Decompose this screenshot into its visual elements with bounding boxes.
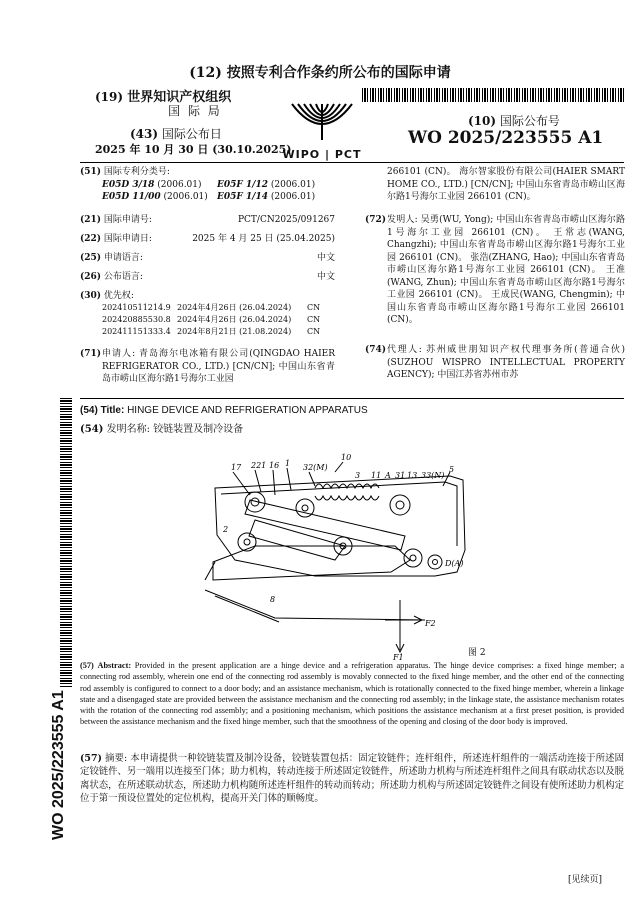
priority-row: 202410511214.9 2024年4月26日 (26.04.2024) CN <box>102 303 321 312</box>
fig-label: D(A) <box>445 559 464 568</box>
pub-no-code: (10) <box>468 114 497 128</box>
pivot-2 <box>296 499 314 517</box>
fig-label: 8 <box>270 595 276 604</box>
top-barcode <box>362 88 624 102</box>
filing-language: (25) 申请语言: 中文 <box>80 253 335 263</box>
side-pub-number: WO 2025/223555 A1 <box>50 690 67 840</box>
abstract-chinese: (57) 摘要: 本申请提供一种铰链装置及制冷设备，铰链装置包括：固定铰链件；连杆组件，所述连杆组件的一端活动连接于所述固定铰链件、另一端用以连接至门体；助力机构，转动连接于所述固定铰链件，所述助力机构与所述连杆组件之间具有联动状态以及脱离状态，在所述联动状态，所述助力机构随所述连杆组件的转动而转动；所述助力机构与所述固定铰链件之间设有使所述助力机构定位于第一预设位置处的定位机构，提高开关门体的顺畅度。 <box>80 753 624 805</box>
applicant-continued: 266101 (CN)。 海尔智家股份有限公司(HAIER SMART HOME CO., LTD.) [CN/CN]; 中国山东省青岛市崂山区海尔路1号海尔工业园 266101 (CN)。 <box>387 167 625 202</box>
pub-date: 2025 年 10 月 30 日 (30.10.2025) <box>95 143 292 156</box>
pub-number: WO 2025/223555 A1 <box>408 128 604 148</box>
fig-label: 11 <box>371 471 382 480</box>
agent-section: (74) 代理人: 苏州威世朋知识产权代理事务所(普通合伙) (SUZHOU WISPRO INTELLECTUAL PROPERTY AGENCY); 中国江苏省苏州市苏 <box>365 345 625 380</box>
fig-label: A <box>385 471 391 480</box>
publication-language: (26) 公布语言: 中文 <box>80 272 335 282</box>
fig-label: F1 <box>393 653 404 660</box>
fig-label: 2 <box>223 525 229 534</box>
wipo-emblem-icon <box>278 100 366 144</box>
fig-label: 32(M) <box>303 463 328 472</box>
figure-caption: 图 2 <box>468 648 486 658</box>
fig-label: 13 <box>407 471 418 480</box>
fig-label: F2 <box>425 619 436 628</box>
document-title: (12) 按照专利合作条约所公布的国际申请 <box>189 65 451 81</box>
fig-label: 16 <box>269 461 280 470</box>
wipo-logo-text: WIPO | PCT <box>282 148 362 161</box>
pivot-1 <box>245 492 265 512</box>
filing-date: (22) 国际申请日: 2025 年 4 月 25 日 (25.04.2025) <box>80 234 335 244</box>
priority-row: 202411151333.4 2024年8月21日 (21.08.2024) CN <box>102 327 321 336</box>
title-english: (54) Title: HINGE DEVICE AND REFRIGERATION APPARATUS <box>80 405 368 416</box>
fig-label: 31 <box>395 471 406 480</box>
wipo-logo <box>278 100 366 160</box>
fig-label: 1 <box>285 459 291 468</box>
pub-date-code: (43) <box>130 127 159 141</box>
fig-label: 10 <box>341 453 352 462</box>
abstract-english: (57) Abstract: Provided in the present application are a hinge device and a refrigeration apparatus. The hinge device comprises: a fixed hinge member; a connecting rod assembly, wherein one end of the connecting rod assembly is movably connected to the fixed hinge member, and the other end of the connecting rod assembly is configured to connect to a door body; and an assistance mechanism, which is rotationally connected to the fixed hinge member, wherein a linkage state and a disengaged state are provided between the assistance mechanism and the connecting rod assembly; in the linkage state, the assistance mechanism rotates with the rotation of the connecting rod assembly; and a positioning mechanism, which positions the assistance mechanism at a first preset position, is provided between the assistance mechanism and the fixed hinge member, such that the smoothness of the opening and closing of the door body is improved. <box>80 661 625 727</box>
continued-note: [见续页] <box>568 875 603 885</box>
org-name: 世界知识产权组织 <box>127 90 232 105</box>
applicant-section: (71) 申请人: 青岛海尔电冰箱有限公司(QINGDAO HAIER REFRIGERATOR CO., LTD.) [CN/CN]; 中国山东省青岛市崂山区海尔路1号海尔工业园 <box>80 349 335 384</box>
hinge-figure <box>195 450 495 660</box>
biblio-divider <box>80 398 624 399</box>
header-divider <box>80 162 624 163</box>
title-chinese: (54) 发明名称: 铰链装置及制冷设备 <box>80 424 244 435</box>
fig-label: 3 <box>355 471 361 480</box>
pub-no-label: 国际公布号 <box>499 114 560 128</box>
fig-label: 221 <box>251 461 267 470</box>
fig-label: 17 <box>231 463 242 472</box>
priority-row: 202420885530.8 2024年4月26日 (26.04.2024) CN <box>102 315 321 324</box>
priority-section: (30) 优先权: 202410511214.9 2024年4月26日 (26.04.2024) CN 202420885530.8 2024年4月26日 (26.04.2024) CN 202411151333.4 2024年8月21日 (21.08.2024) CN <box>80 290 335 338</box>
inventors-section: (72) 发明人: 吴勇(WU, Yong); 中国山东省青岛市崂山区海尔路1号海尔工业园 266101 (CN)。 王常志(WANG, Changzhi); 中国山东省青岛市崂山区海尔路1号海尔工业园 266101 (CN)。 张浩(ZHANG, Hao); 中国山东省青岛市崂山区海尔路1号海尔工业园 266101 (CN)。 王准(WANG, Zhun); 中国山东省青岛市崂山区海尔路1号海尔工业园 266101 (CN)。 王成民(WANG, Chengmin); 中国山东省青岛市崂山区海尔路1号海尔工业园 266101 (CN)。 <box>365 215 625 325</box>
fig-label: 33(N) <box>421 471 445 480</box>
pivot-3 <box>390 495 410 515</box>
pub-date-label: 国际公布日 <box>161 127 222 141</box>
connecting-rod <box>245 500 405 550</box>
spring <box>315 484 379 488</box>
application-number: (21) 国际申请号: PCT/CN2025/091267 <box>80 215 335 225</box>
pivot-4 <box>238 533 256 551</box>
ipc-section: (51) 国际专利分类号: E05D 3/18 (2006.01) E05F 1/12 (2006.01) E05D 11/00 (2006.01) E05F 1/14 (2006.01) <box>80 167 316 202</box>
fig-label: 5 <box>449 465 455 474</box>
pivot-6 <box>404 549 422 567</box>
org-code: (19) <box>95 90 124 104</box>
org-bureau: 国 际 局 <box>168 104 222 118</box>
